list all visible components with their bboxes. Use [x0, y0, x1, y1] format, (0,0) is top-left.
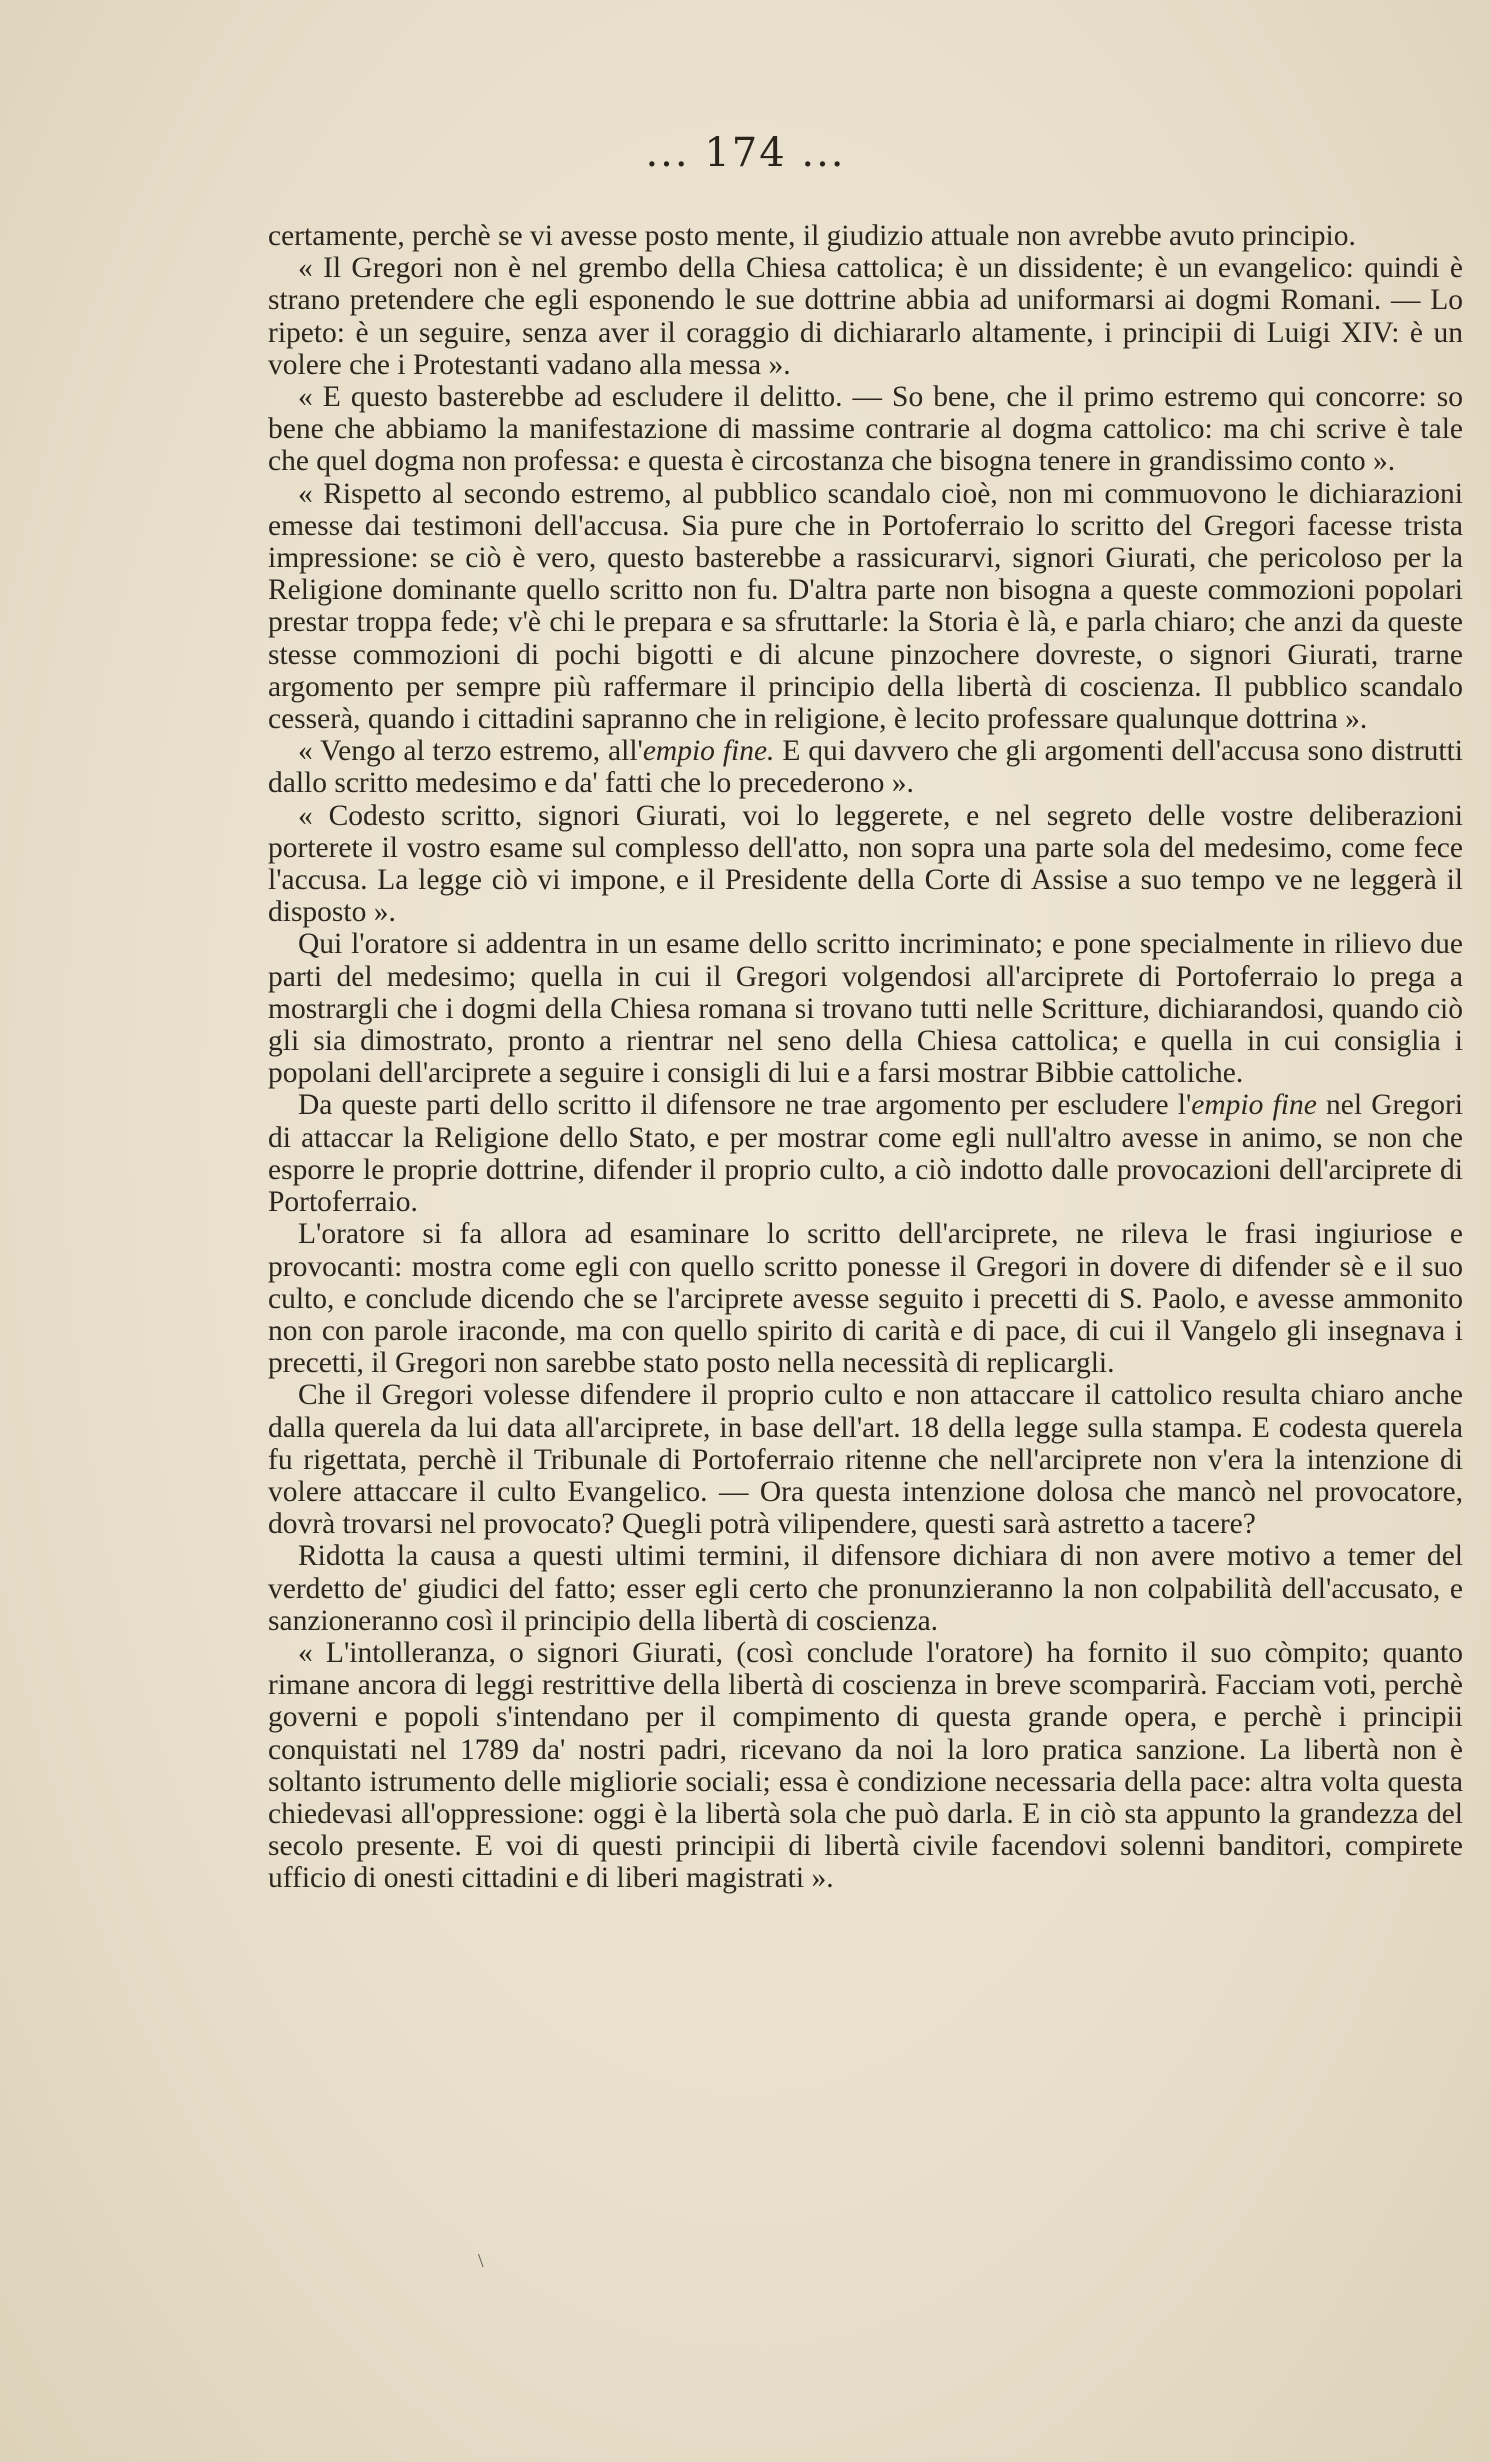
- paragraph: « Il Gregori non è nel grembo della Chiesa cattolica; è un dissidente; è un evangelico: quindi è strano pretendere che egli esponendo le sue dottrine abbia ad uniformarsi ai dogmi Romani. — Lo ripeto: è un seguire, senza aver il coraggio di dichiararlo altamente, i principii di Luigi XIV: è un volere che i Protestanti vadano alla messa ».: [268, 252, 1463, 381]
- paragraph: « E questo basterebbe ad escludere il delitto. — So bene, che il primo estremo qui concorre: so bene che abbiamo la manifestazione di massime contrarie al dogma cattolico: ma chi scrive è tale che quel dogma non professa: e questa è circostanza che bisogna tenere in grandissimo conto ».: [268, 381, 1463, 478]
- paragraph-start: Da queste parti dello scritto il difensore ne trae argomento per escludere l': [298, 1089, 1192, 1122]
- paragraph: certamente, perchè se vi avesse posto mente, il giudizio attuale non avrebbe avuto principio.: [268, 220, 1356, 252]
- paragraph: [268, 1089, 1463, 1218]
- italic-phrase: empio fine.: [642, 735, 775, 768]
- body-text: [268, 220, 1463, 1895]
- paragraph: Che il Gregori volesse difendere il proprio culto e non attaccare il cattolico resulta chiaro anche dalla querela da lui data all'arciprete, in base dell'art. 18 della legge sulla stampa. E codesta querela fu rigettata, perchè il Tribunale di Portoferraio ritenne che nell'arciprete non v'era la intenzione di volere attaccare il culto Evangelico. — Ora questa intenzione dolosa che mancò nel provocatore, dovrà trovarsi nel provocato? Quegli potrà vilipendere, questi sarà astretto a tacere?: [268, 1379, 1463, 1541]
- paragraph: « Rispetto al secondo estremo, al pubblico scandalo cioè, non mi commuovono le dichiarazioni emesse dai testimoni dell'accusa. Sia pure che in Portoferraio lo scritto del Gregori facesse trista impressione: se ciò è vero, questo basterebbe a rassicurarvi, signori Giurati, che pericoloso per la Religione dominante quello scritto non fu. D'altra parte non bisogna a queste commozioni popolari prestar troppa fede; v'è chi le prepara e sa sfruttarle: la Storia è là, e parla chiaro; che anzi da queste stesse commozioni di pochi bigotti e di alcune pinzochere dovreste, o signori Giurati, trarne argomento per sempre più raffermare il principio della libertà di coscienza. Il pubblico scandalo cesserà, quando i cittadini sapranno che in religione, è lecito professare qualunque dottrina ».: [268, 477, 1463, 736]
- italic-phrase: empio fine: [1191, 1089, 1317, 1122]
- paragraph: Ridotta la causa a questi ultimi termini, il difensore dichiara di non avere motivo a temer del verdetto de' giudici del fatto; esser egli certo che pronunzieranno la non colpabilità dell'accusato, e sanzioneranno così il principio della libertà di coscienza.: [268, 1540, 1463, 1637]
- paragraph: « L'intolleranza, o signori Giurati, (così conclude l'oratore) ha fornito il suo còmpito; quanto rimane ancora di leggi restrittive della libertà di coscienza in breve scomparirà. Facciam voti, perchè governi e popoli s'intendano per il compimento di questa grande opera, e perchè i principii conquistati nel 1789 da' nostri padri, ricevano da noi la loro pratica sanzione. La libertà non è soltanto istrumento delle migliorie sociali; essa è condizione necessaria della pace: altra volta questa chiedevasi all'oppressione: oggi è la libertà sola che può darla. E in ciò sta appunto la grandezza del secolo presente. E voi di questi principii di libertà civile facendovi solenni banditori, compirete ufficio di onesti cittadini e di liberi magistrati ».: [268, 1636, 1463, 1895]
- paragraph-rest: E qui davvero che gli argomenti dell'accusa sono distrutti dallo scritto medesimo e da' fatti che lo precederono ».: [268, 735, 1463, 800]
- paragraph: L'oratore si fa allora ad esaminare lo scritto dell'arciprete, ne rileva le frasi ingiuriose e provocanti: mostra come egli con quello scritto ponesse il Gregori in dovere di difender sè e il suo culto, e conclude dicendo che se l'arciprete avesse seguito i precetti di S. Paolo, e avesse ammonito non con parole iraconde, ma con quello spirito di carità e di pace, di cui il Vangelo gli insegnava i precetti, il Gregori non sarebbe stato posto nella necessità di replicargli.: [268, 1218, 1463, 1380]
- paragraph-rest: nel Gregori di attaccar la Religione dello Stato, e per mostrar come egli null'altro avesse in animo, se non che esporre le proprie dottrine, difender il proprio culto, a ciò indotto dalle provocazioni dell'arciprete di Portoferraio.: [268, 1089, 1463, 1219]
- stray-mark: \: [478, 2250, 484, 2272]
- paragraph: « Codesto scritto, signori Giurati, voi lo leggerete, e nel segreto delle vostre deliberazioni porterete il vostro esame sul complesso dell'atto, non sopra una parte sola del medesimo, come fece l'accusa. La legge ciò vi impone, e il Presidente della Corte di Assise a suo tempo ve ne leggerà il disposto ».: [268, 799, 1463, 929]
- paragraph: [268, 735, 1463, 799]
- paragraph: Qui l'oratore si addentra in un esame dello scritto incriminato; e pone specialmente in rilievo due parti del medesimo; quella in cui il Gregori volgendosi all'arciprete di Portoferraio lo prega a mostrargli che i dogmi della Chiesa romana si trovano tutti nelle Scritture, dichiarandosi, quando ciò gli sia dimostrato, pronto a rientrar nel seno della Chiesa cattolica; e quella in cui consiglia i popolani dell'arciprete a seguire i consigli di lui e a farsi mostrar Bibbie cattoliche.: [268, 928, 1463, 1090]
- page-number: ... 174 ...: [645, 130, 846, 176]
- paragraph-start: « Vengo al terzo estremo, all': [298, 735, 643, 768]
